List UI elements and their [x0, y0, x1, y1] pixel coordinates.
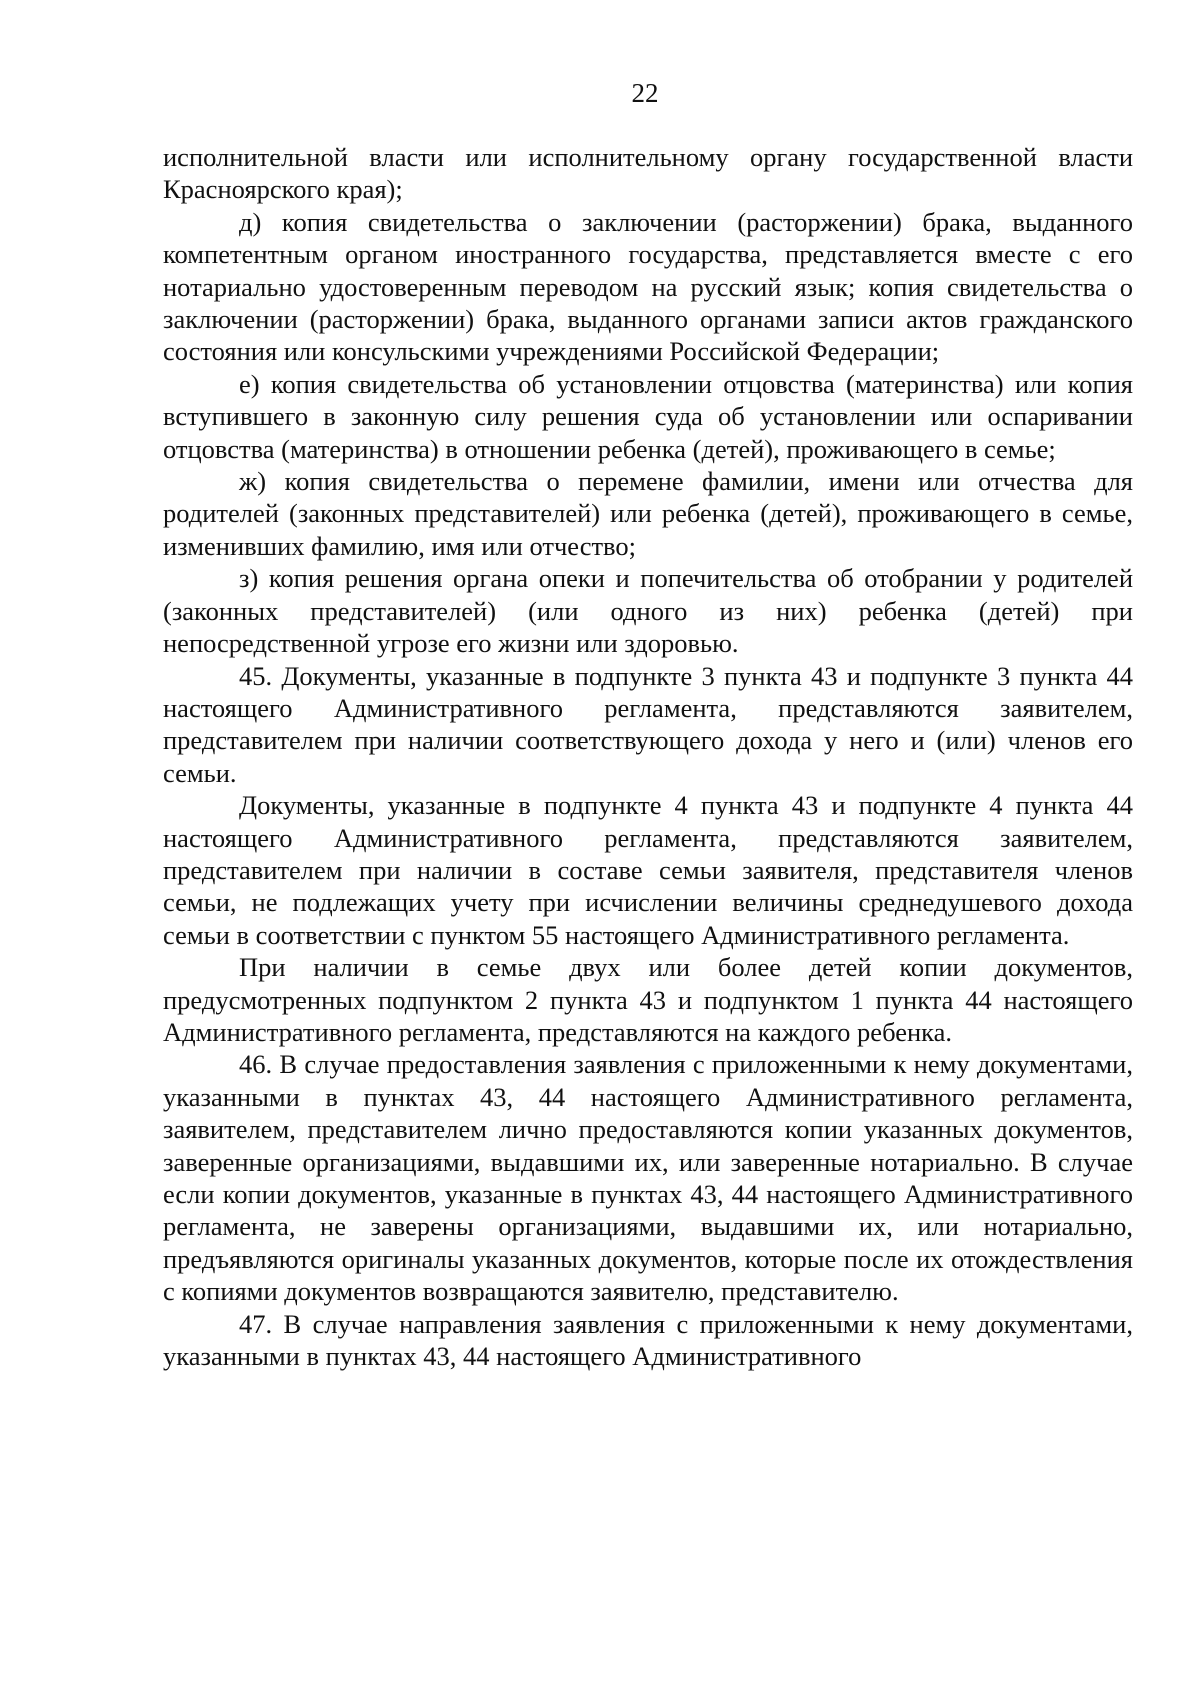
paragraph-continuation: исполнительной власти или исполнительному органу государственной власти Красноярского края);	[163, 142, 1133, 205]
paragraph-item-d: д) копия свидетельства о заключении (расторжении) брака, выданного компетентным органом иностранного государства, представляется вместе с его нотариально удостоверенным переводом на русский язык; копия свидетельства о заключении (расторжении) брака, выданного органами записи актов гражданского состояния или консульскими учреждениями Российской Федерации;	[163, 206, 1133, 367]
page-number: 22	[631, 78, 659, 108]
document-body	[163, 141, 1133, 1372]
paragraph-47: 47. В случае направления заявления с приложенными к нему документами, указанными в пунктах 43, 44 настоящего Административного	[163, 1308, 1133, 1372]
paragraph-46: 46. В случае предоставления заявления с приложенными к нему документами, указанными в пунктах 43, 44 настоящего Административного регламента, заявителем, представителем лично предоставляются копии указанных документов, заверенные организациями, выдавшими их, или заверенные нотариально. В случае если копии документов, указанные в пунктах 43, 44 настоящего Административного регламента, не заверены организациями, выдавшими их, или нотариально, предъявляются оригиналы указанных документов, которые после их отождествления с копиями документов возвращаются заявителю, представителю.	[163, 1049, 1133, 1307]
paragraph-45-documents-4: Документы, указанные в подпункте 4 пункта 43 и подпункте 4 пункта 44 настоящего Административного регламента, представляются заявителем, представителем при наличии в составе семьи заявителя, представителя членов семьи, не подлежащих учету при исчислении величины среднедушевого дохода семьи в соответствии с пунктом 55 настоящего Административного регламента.	[163, 790, 1133, 950]
paragraph-45: 45. Документы, указанные в подпункте 3 пункта 43 и подпункте 3 пункта 44 настоящего Административного регламента, представляются заявителем, представителем при наличии соответствующего дохода у него и (или) членов его семьи.	[163, 660, 1133, 788]
paragraph-item-e: е) копия свидетельства об установлении отцовства (материнства) или копия вступившего в законную силу решения суда об установлении или оспаривании отцовства (материнства) в отношении ребенка (детей), проживающего в семье;	[163, 368, 1133, 464]
paragraph-45-children: При наличии в семье двух или более детей копии документов, предусмотренных подпунктом 2 пункта 43 и подпунктом 1 пункта 44 настоящего Административного регламента, представляются на каждого ребенка.	[163, 952, 1133, 1047]
paragraph-item-zh: ж) копия свидетельства о перемене фамилии, имени или отчества для родителей (законных представителей) или ребенка (детей), проживающего в семье, изменивших фамилию, имя или отчество;	[163, 466, 1133, 561]
paragraph-item-z: з) копия решения органа опеки и попечительства об отобрании у родителей (законных представителей) (или одного из них) ребенка (детей) при непосредственной угрозе его жизни или здоровью.	[163, 563, 1133, 659]
